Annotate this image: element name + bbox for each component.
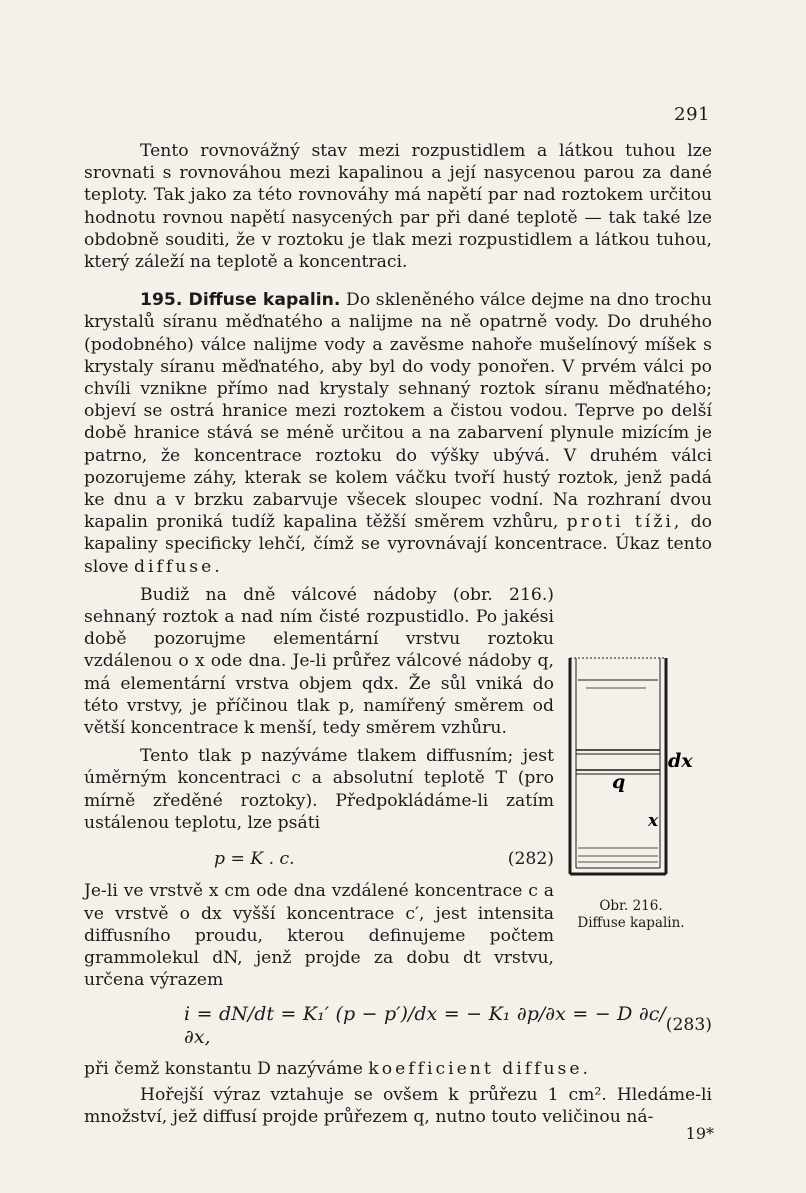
label-x: x (648, 811, 659, 831)
equation-282: p = K . c. (214, 849, 295, 870)
section-heading: 195. Diffuse kapalin. (140, 290, 341, 311)
coefficient-text: při čemž konstantu D nazýváme (84, 1058, 363, 1079)
paragraph-cross-section: Hořejší výraz vztahuje se ovšem k průřezu 1 cm². Hledáme-li množství, jež diffusí projde průřezem q, nutno touto veličinou ná- (84, 1084, 712, 1128)
label-q: q (612, 771, 626, 793)
page-number: 291 (674, 104, 710, 125)
figure-caption (566, 898, 696, 932)
paragraph-diffusion-text-a: Do skleněného válce dejme na dno trochu krystalů síranu měďnatého a nalijme na ně opatrně vody. Do druhého (podobného) válce nalijme vody a zavěsme nahoře mušelínový míšek s krystaly síranu měďnatého, aby byl do vody ponořen. V prvém válci po chvíli vznikne přímo nad krystaly sehnaný roztok síranu měďnatého; objeví se ostrá hranice mezi roztokem a čistou vodou. Teprve po delší době hranice stává se méně určitou a na zabarvení plynule mizícím je patrno, že koncentrace roztoku do výšky ubývá. V druhém válci pozorujeme záhy, kterak se kolem váčku tvoří hustý roztok, jenž padá ke dnu a v brzku zabarvuje všecek sloupec vodní. Na rozhraní dvou kapalin proniká tudíž kapalina těžší směrem vzhůru, (84, 290, 712, 533)
paragraph-equilibrium: Tento rovnovážný stav mezi rozpustidlem a látkou tuhou lze srovnati s rovnováhou mezi kapalinou a její nasycenou parou za dané teploty. Tak jako za této rovnováhy má napětí par nad roztokem určitou hodnotu rovnou napětí nasycených par při dané teplotě — tak také lze obdobně souditi, že v roztoku je tlak mezi rozpustidlem a látkou tuhou, který záleží na teplotě a koncentraci. (84, 141, 712, 273)
caption-title: Diffuse kapalin. (577, 915, 685, 931)
paragraph-pressure: Tento tlak p nazýváme tlakem diffusním; jest úměrným koncentraci c a absolutní teplotě T (pro mírně zředěné roztoky). Předpokládáme-li zatím ustálenou teplotu, lze psáti (84, 746, 554, 833)
spaced-term-diffuse: diffuse. (134, 556, 223, 577)
cylinder-diagram (566, 652, 696, 892)
paragraph-diffusion-intro (84, 289, 712, 578)
caption-number: Obr. 216. (599, 898, 663, 914)
signature-mark: 19* (685, 1124, 714, 1143)
spaced-phrase-against-gravity: proti tíži, (566, 512, 683, 533)
figure-216 (566, 652, 696, 932)
equation-283-number: (283) (665, 1015, 712, 1036)
paragraph-diffusion-text-b: do kapaliny specificky lehčí, čímž se vyrovnávají koncentrace. Úkaz tento slove (84, 512, 712, 577)
equation-282-row (84, 848, 554, 870)
main-text (84, 140, 712, 1128)
equation-282-number: (282) (507, 849, 554, 870)
equation-283: i = dN/dt = K₁′ (p − p′)/dx = − K₁ ∂p/∂x = − D ∂c/∂x, (184, 1003, 666, 1048)
equation-283-row (84, 1003, 712, 1047)
label-dx: dx (668, 750, 693, 772)
spaced-term-coefficient: koefficient diffuse. (368, 1058, 591, 1079)
paragraph-vessel: Budiž na dně válcové nádoby (obr. 216.) sehnaný roztok a nad ním čisté rozpustidlo. Po jakési době pozorujme elementární vrstvu roztoku vzdálenou o x ode dna. Je-li průřez válcové nádoby q, má elementární vrstva objem qdx. Že sůl vniká do této vrstvy, je příčinou tlak p, namířený směrem od větší koncentrace k menší, tedy směrem vzhůru. (84, 584, 554, 739)
paragraph-intensity: Je-li ve vrstvě x cm ode dna vzdálené koncentrace c a ve vrstvě o dx vyšší koncentrace c′, jest intensita diffusního proudu, kterou definujeme počtem grammolekul dN, jenž projde za dobu dt vrstvu, určena výrazem (84, 881, 554, 991)
paragraph-coefficient (84, 1058, 712, 1080)
